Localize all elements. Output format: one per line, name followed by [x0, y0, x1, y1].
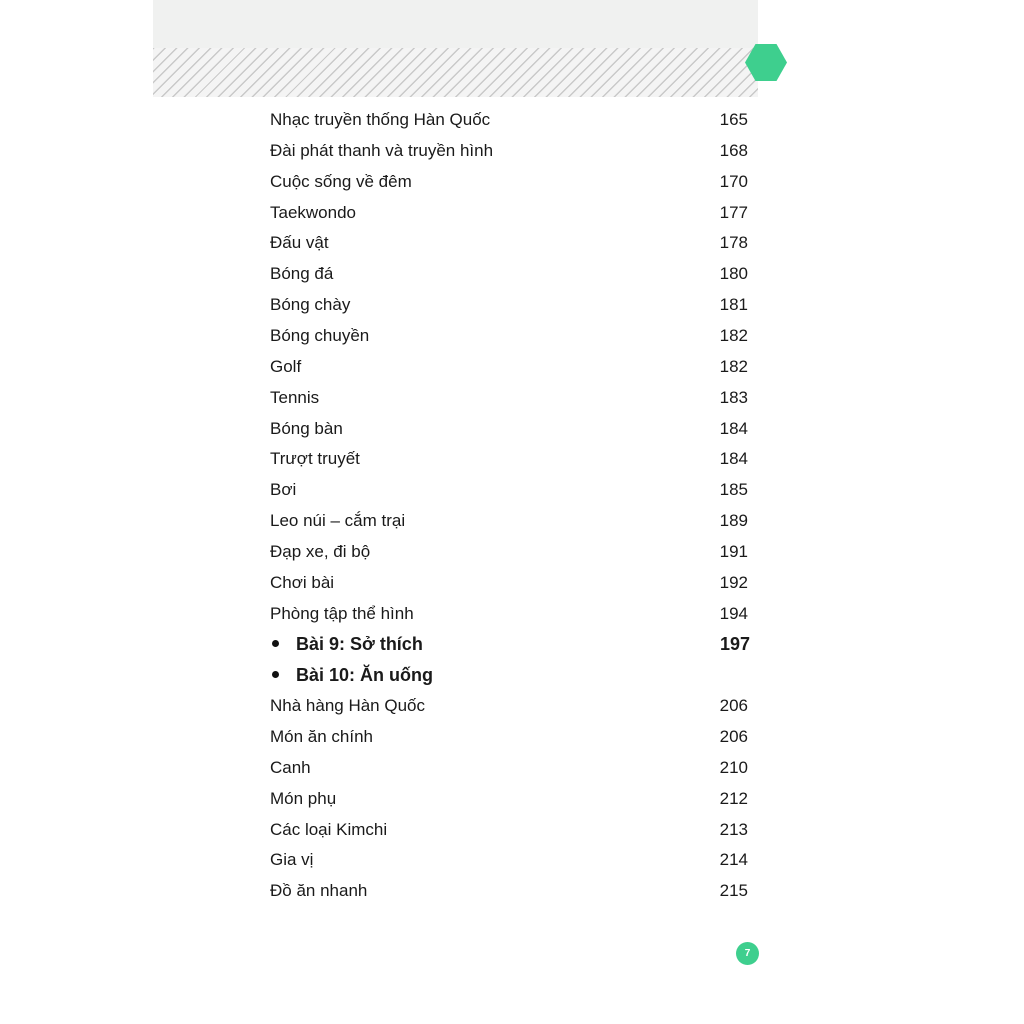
toc-entry-label: Bài 10: Ăn uống [296, 665, 434, 686]
toc-entry-page: 181 [719, 295, 748, 315]
toc-entry-page: 182 [719, 356, 748, 376]
toc-entry-label: Bài 9: Sở thích [296, 634, 423, 655]
toc-entry [270, 107, 750, 133]
toc-entry [270, 508, 750, 534]
toc-entry-label: Tennis [270, 387, 320, 407]
toc-entry [270, 200, 750, 226]
toc-entry-page: 213 [719, 819, 748, 839]
toc-entry-label: Phòng tập thể hình [270, 603, 414, 623]
toc-entry [270, 724, 750, 750]
toc-entry-page: 180 [719, 264, 748, 284]
toc-entry-label: Canh [270, 757, 311, 777]
toc-entry-page: 214 [719, 850, 748, 870]
toc-entry-page: 212 [719, 788, 748, 808]
toc-entry-label: Món phụ [270, 788, 337, 808]
toc-entry [270, 755, 750, 781]
toc-entry-label: Golf [270, 356, 302, 376]
toc-entry [270, 477, 750, 503]
toc-entry-label: Leo núi – cắm trại [270, 511, 406, 531]
toc-entry-page: 215 [719, 881, 748, 901]
page-number-badge [736, 942, 759, 965]
toc-entry-page: 189 [719, 511, 748, 531]
toc-heading [270, 631, 750, 657]
toc-entry-page: 191 [719, 541, 748, 561]
bullet-icon [272, 671, 279, 678]
toc-entry-page: 192 [719, 572, 748, 592]
page-number-text: 7 [744, 948, 751, 959]
toc-entry [270, 847, 750, 873]
toc-entry [270, 416, 750, 442]
toc-heading [270, 662, 750, 688]
toc-entry [270, 786, 750, 812]
toc-entry [270, 323, 750, 349]
toc-entry-label: Gia vị [270, 850, 314, 870]
toc-entry-page: 170 [719, 171, 748, 191]
toc-entry [270, 878, 750, 904]
toc-entry [270, 138, 750, 164]
toc-entry [270, 817, 750, 843]
toc-entry-label: Nhạc truyền thống Hàn Quốc [270, 110, 491, 129]
toc-entry [270, 169, 750, 195]
toc-entry-page: 177 [719, 202, 748, 222]
toc-entry-label: Bóng bàn [270, 418, 343, 438]
toc-entry [270, 261, 750, 287]
toc-entry-label: Món ăn chính [270, 727, 374, 746]
toc-entry-page: 194 [719, 603, 748, 623]
toc-entry-label: Đấu vật [270, 233, 329, 253]
toc-entry [270, 446, 750, 472]
toc-entry-page: 178 [719, 233, 748, 253]
toc-entry-label: Bóng chuyền [270, 325, 370, 345]
toc-entry-page: 197 [719, 634, 750, 655]
toc-entry-page: 184 [719, 418, 748, 438]
toc-entry-page: 185 [719, 480, 748, 500]
toc-entry [270, 230, 750, 256]
toc-entry [270, 601, 750, 627]
toc-entry-label: Các loại Kimchi [270, 819, 388, 839]
toc-entry-page: 168 [719, 140, 748, 160]
toc-entry-label: Nhà hàng Hàn Quốc [270, 696, 425, 716]
toc-entry [270, 570, 750, 596]
toc-entry-page: 183 [719, 387, 748, 407]
toc-entry-page: 182 [719, 325, 748, 345]
toc-entry-label: Chơi bài [270, 572, 335, 592]
toc-entry-label: Trượt truyết [270, 449, 360, 469]
toc-entry [270, 385, 750, 411]
toc-entry-page: 206 [719, 696, 748, 716]
toc-entry-label: Đồ ăn nhanh [270, 881, 368, 901]
toc-entry [270, 539, 750, 565]
toc-entry [270, 354, 750, 380]
toc-entry-label: Bóng chày [270, 295, 351, 315]
toc-entry [270, 693, 750, 719]
bullet-icon [272, 640, 279, 647]
toc-entry-page: 165 [719, 110, 748, 129]
toc-entry-page: 184 [719, 449, 748, 469]
toc-entry-label: Đạp xe, đi bộ [270, 541, 371, 561]
toc-entry-label: Bóng đá [270, 264, 334, 284]
toc-entry-label: Đài phát thanh và truyền hình [270, 140, 494, 160]
toc-entry-label: Cuộc sống về đêm [270, 171, 412, 191]
toc-entry-label: Bơi [270, 480, 297, 500]
toc-entry-page: 210 [719, 757, 748, 777]
toc-entry [270, 292, 750, 318]
toc-entry-label: Taekwondo [270, 202, 357, 222]
toc-entry-page: 206 [719, 727, 748, 746]
